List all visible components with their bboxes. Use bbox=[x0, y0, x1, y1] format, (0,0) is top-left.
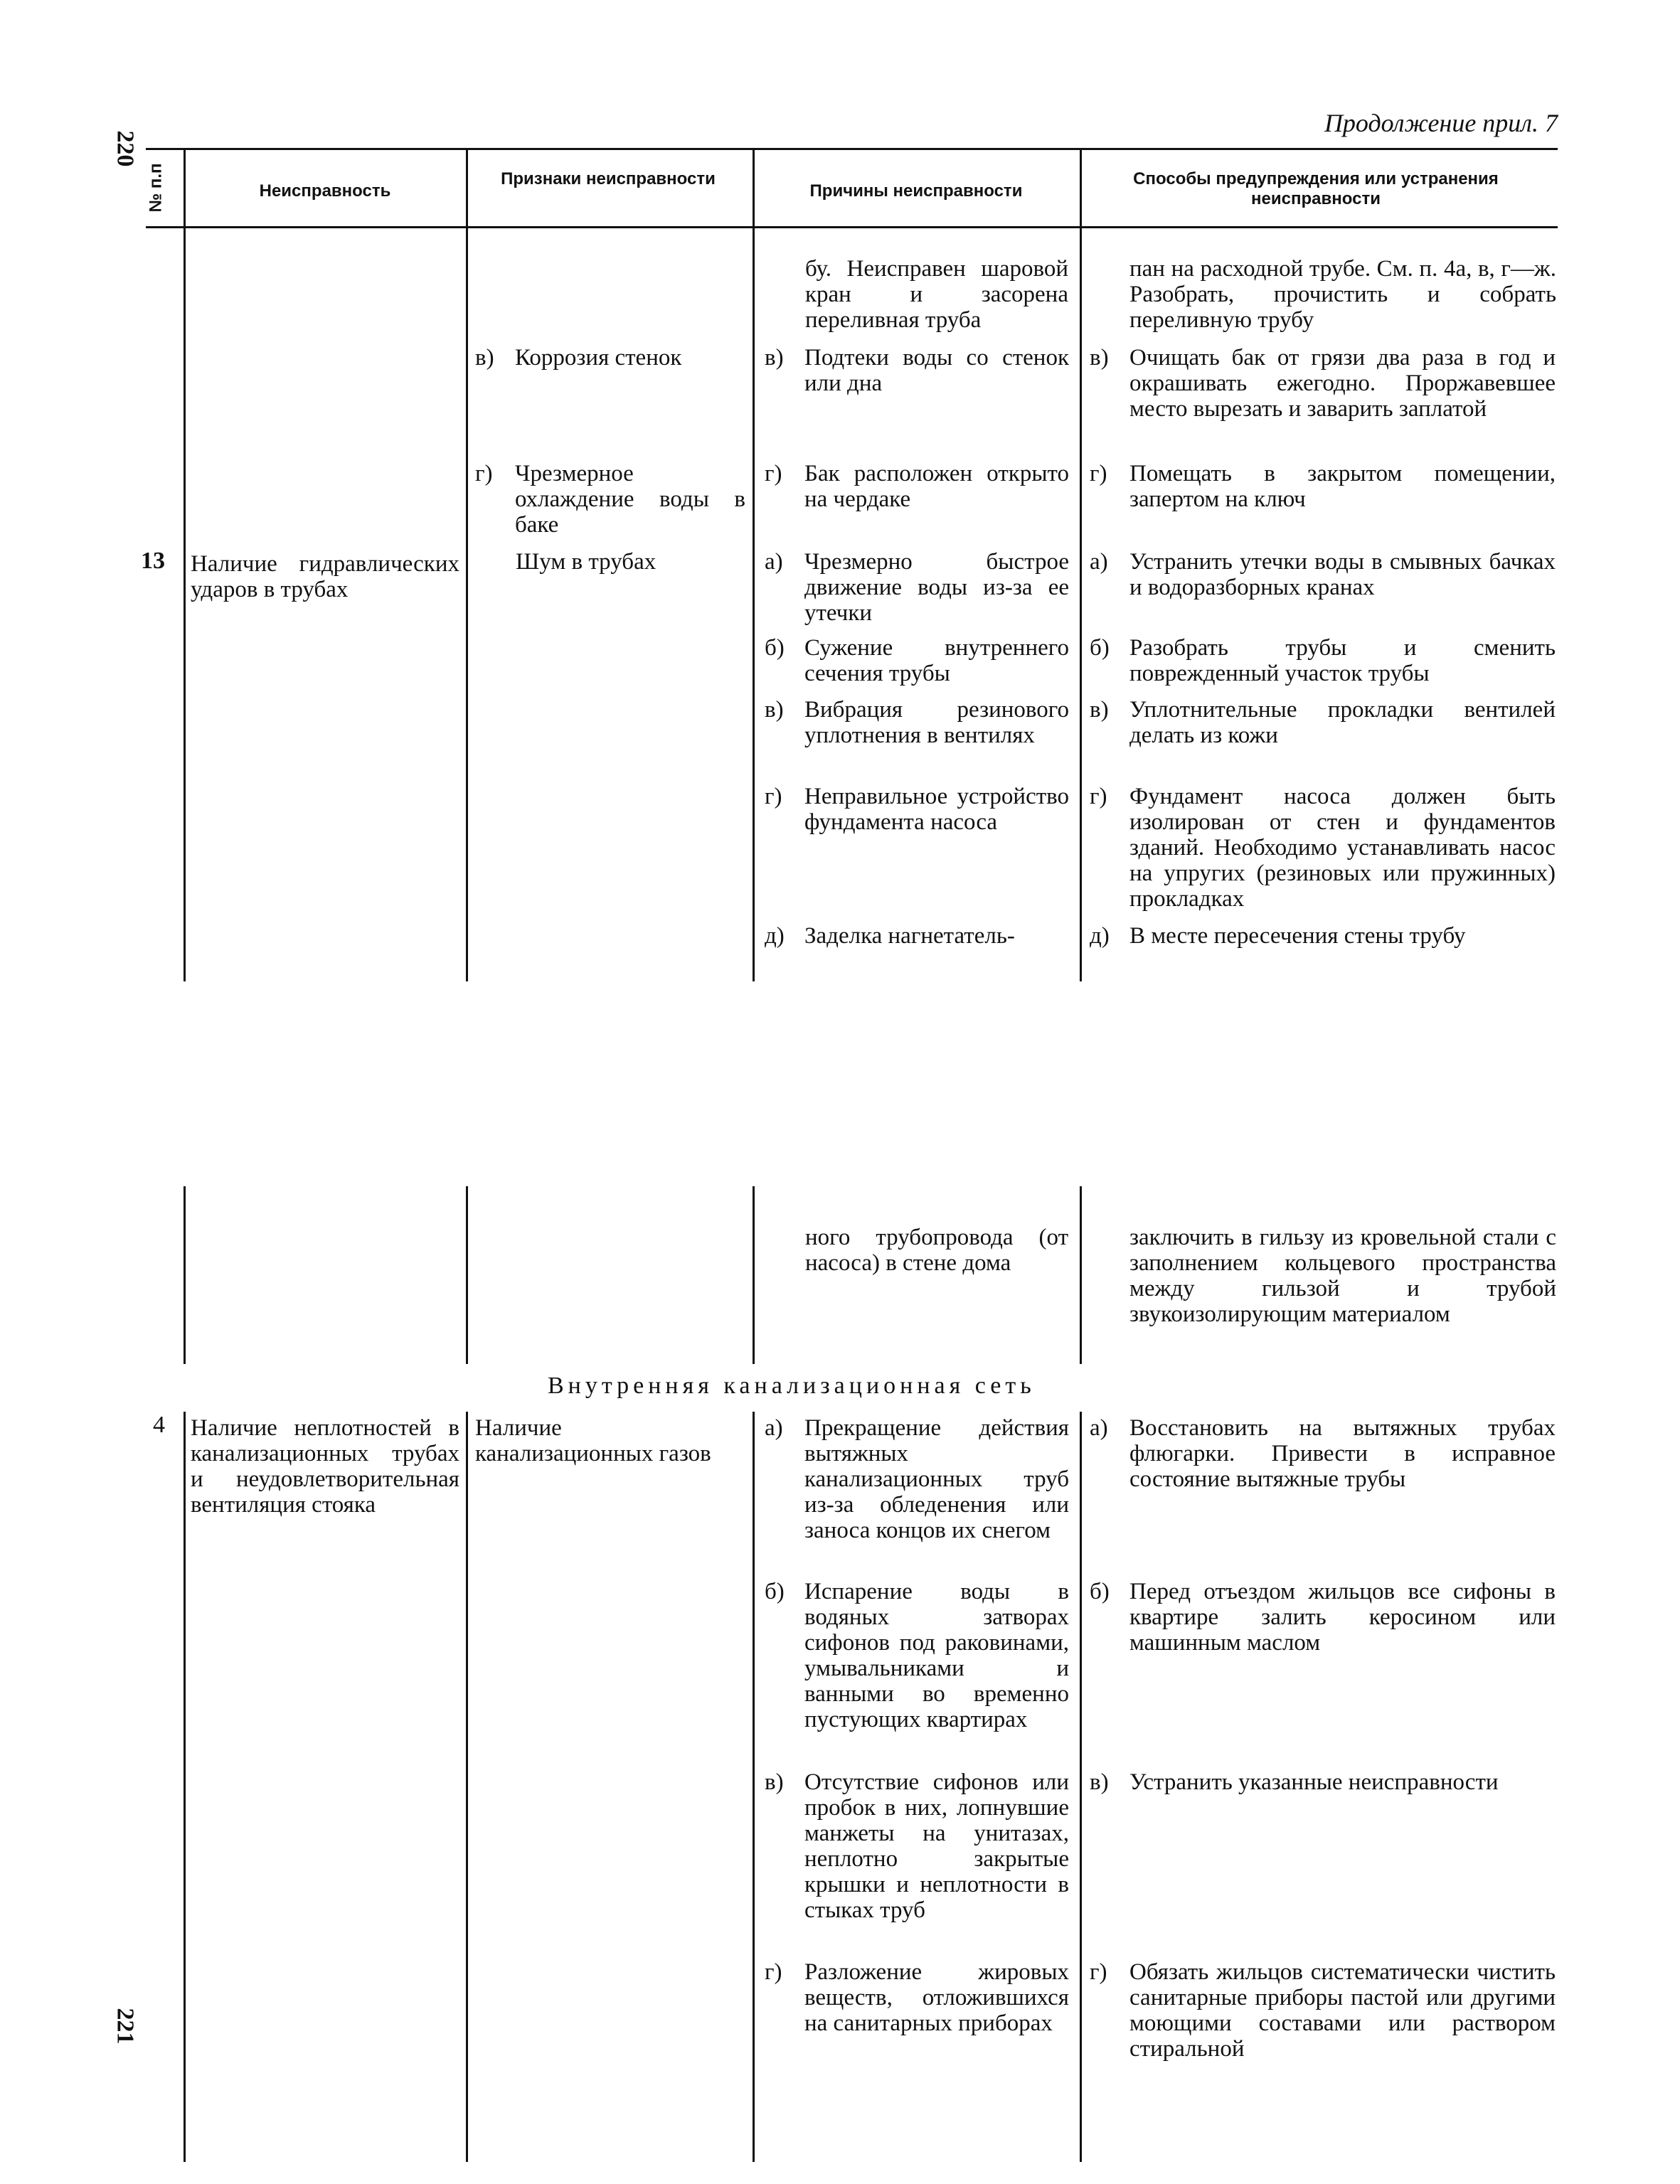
top-cont-cause: бу. Неисправен шаровой кран и засорена переливная труба bbox=[805, 256, 1068, 333]
bottom-cont-remedy: заключить в гильзу из кровельной стали с заполнением кольцевого пространства между гильзой и трубой звукоизолирующим материалом bbox=[1129, 1225, 1556, 1327]
row-13-remedy-b: б) Разобрать трубы и сменить поврежденный участок трубы bbox=[1090, 635, 1556, 686]
row-13-fault: Наличие гидравлических ударов в трубах bbox=[191, 551, 459, 602]
sign-text: Коррозия стенок bbox=[515, 345, 682, 371]
cause-mark: в) bbox=[765, 345, 784, 371]
page-number-top: 220 bbox=[112, 130, 139, 167]
header-top-rule bbox=[146, 148, 1558, 150]
row-13-remedy-v: в) Уплотнительные прокладки вентилей делать из кожи bbox=[1090, 697, 1556, 748]
row-13-cause-b: б) Сужение внутреннего сечения трубы bbox=[765, 635, 1069, 686]
cause-mark: г) bbox=[765, 461, 782, 486]
section-title: Внутренняя канализационная сеть bbox=[548, 1373, 1036, 1399]
cause-text: Бак расположен открыто на чердаке bbox=[804, 461, 1069, 512]
row-4-number: 4 bbox=[153, 1412, 165, 1438]
col-divider-4 bbox=[1080, 148, 1082, 981]
header-no: № п.п bbox=[146, 163, 166, 213]
row-13-cause-g: г) Неправильное устройство фундамента насоса bbox=[765, 784, 1069, 835]
remedy-item-v bbox=[1090, 345, 1556, 422]
bottom-cont-cause: ного трубопровода (от насоса) в стене дома bbox=[805, 1225, 1068, 1276]
row-4-remedy-a: а) Восстановить на вытяжных трубах флюгарки. Привести в исправное состояние вытяжные трубы bbox=[1090, 1415, 1556, 1492]
b-col-divider-3 bbox=[753, 1186, 755, 1364]
remedy-text: Помещать в закрытом помещении, запертом на ключ bbox=[1129, 461, 1556, 512]
header-causes: Причины неисправности bbox=[809, 181, 1023, 201]
row-13-number: 13 bbox=[141, 548, 165, 574]
col-divider-3 bbox=[753, 148, 755, 981]
header-fault: Неисправность bbox=[259, 181, 391, 201]
row-4-sign: Наличие канализационных газов bbox=[475, 1415, 711, 1466]
sign-text: Чрезмерное охлаждение воды в баке bbox=[515, 461, 745, 538]
row-13-cause-d: д) Заделка нагнетатель- bbox=[765, 923, 1015, 949]
top-cont-remedy: пан на расходной трубе. См. п. 4а, в, г—ж. Разобрать, прочистить и собрать переливную трубу bbox=[1129, 256, 1556, 333]
row-13-remedy-d: д) В месте пересечения стены трубу bbox=[1090, 923, 1466, 949]
remedy-item-g bbox=[1090, 461, 1556, 512]
header-remedies: Способы предупреждения или устранения неисправности bbox=[1133, 169, 1499, 208]
cause-item-v bbox=[765, 345, 1069, 396]
row-4-remedy-g: г) Обязать жильцов систематически чистить санитарные приборы пастой или другими моющими составами или раствором стиральной bbox=[1090, 1959, 1556, 2062]
sign-mark: г) bbox=[475, 461, 493, 486]
remedy-mark: г) bbox=[1090, 461, 1107, 486]
header-bottom-rule bbox=[146, 226, 1558, 228]
sign-mark: в) bbox=[475, 345, 494, 371]
col-divider-1 bbox=[184, 148, 186, 981]
cause-text: Подтеки воды со стенок или дна bbox=[804, 345, 1069, 396]
c-col-divider-4 bbox=[1080, 1412, 1082, 2162]
c-col-divider-1 bbox=[184, 1412, 186, 2162]
b-col-divider-2 bbox=[466, 1186, 468, 1364]
remedy-mark: в) bbox=[1090, 345, 1109, 371]
sign-item-v bbox=[475, 345, 745, 371]
row-4-cause-v: в) Отсутствие сифонов или пробок в них, лопнувшие манжеты на унитазах, неплотно закрытые крышки и неплотности в стыках труб bbox=[765, 1769, 1069, 1923]
cause-item-g bbox=[765, 461, 1069, 512]
row-13-sign: Шум в трубах bbox=[516, 549, 656, 575]
row-4-fault: Наличие неплотностей в канализационных трубах и неудовлетворительная вентиляция стояка bbox=[191, 1415, 459, 1518]
sign-item-g bbox=[475, 461, 745, 538]
remedy-text: Очищать бак от грязи два раза в год и окрашивать ежегодно. Проржавевшее место вырезать и заварить заплатой bbox=[1129, 345, 1556, 422]
row-4-remedy-v: в) Устранить указанные неисправности bbox=[1090, 1769, 1499, 1795]
header-signs: Признаки неисправности bbox=[501, 169, 716, 188]
row-4-remedy-b: б) Перед отъездом жильцов все сифоны в квартире залить керосином или машинным маслом bbox=[1090, 1579, 1556, 1656]
row-13-cause-a: а) Чрезмерно быстрое движение воды из-за ее утечки bbox=[765, 549, 1069, 626]
row-4-cause-b: б) Испарение воды в водяных затворах сифонов под раковинами, умывальниками и ванными во временно пустующих квартирах bbox=[765, 1579, 1069, 1732]
b-col-divider-1 bbox=[184, 1186, 186, 1364]
continuation-note: Продолжение прил. 7 bbox=[1324, 109, 1558, 137]
row-4-cause-a: а) Прекращение действия вытяжных канализационных труб из-за обледенения или заноса концов их снегом bbox=[765, 1415, 1069, 1543]
page-number-bottom: 221 bbox=[112, 2008, 139, 2045]
b-col-divider-4 bbox=[1080, 1186, 1082, 1364]
row-13-remedy-g: г) Фундамент насоса должен быть изолирован от стен и фундаментов зданий. Необходимо устанавливать насос на упругих (резиновых или пружинных) прокладках bbox=[1090, 784, 1556, 912]
c-col-divider-2 bbox=[466, 1412, 468, 2162]
row-13-cause-v: в) Вибрация резинового уплотнения в вентилях bbox=[765, 697, 1069, 748]
row-4-cause-g: г) Разложение жировых веществ, отложившихся на санитарных приборах bbox=[765, 1959, 1069, 2036]
row-13-remedy-a: а) Устранить утечки воды в смывных бачках и водоразборных кранах bbox=[1090, 549, 1556, 600]
c-col-divider-3 bbox=[753, 1412, 755, 2162]
col-divider-2 bbox=[466, 148, 468, 981]
